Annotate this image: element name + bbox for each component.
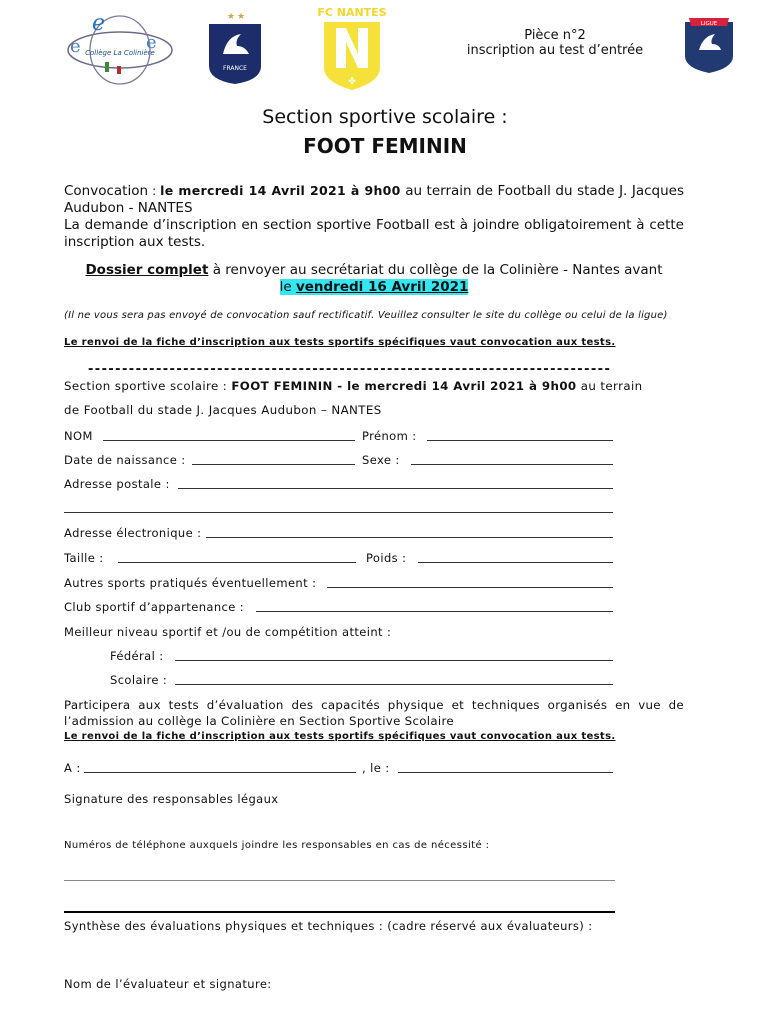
fc-nantes-logo <box>312 4 392 92</box>
email-field[interactable] <box>206 537 613 538</box>
convocation-disclaimer: (Il ne vous sera pas envoyé de convocation sauf rectificatif. Veuillez consulter le site du collège ou celui de la ligue) <box>64 310 668 321</box>
convocation-label: Convocation <box>64 183 149 199</box>
dob-label: Date de naissance : <box>64 453 186 467</box>
svg-text:★: ★ <box>227 12 236 22</box>
phones-field[interactable] <box>64 880 615 881</box>
fc-nantes-logo-text: FC NANTES <box>317 6 387 19</box>
college-logo <box>62 8 182 90</box>
convocation-separator: : <box>148 184 161 198</box>
dossier-paragraph <box>64 262 684 296</box>
cut-line: ----------------------------------------------------------------------------- <box>88 362 612 377</box>
club-field[interactable] <box>256 611 613 612</box>
synthese-label: Synthèse des évaluations physiques et techniques : (cadre réservé aux évaluateurs) : <box>64 919 593 933</box>
svg-text:e: e <box>92 11 106 36</box>
fff-logo <box>205 10 265 86</box>
nom-label: NOM <box>64 429 93 443</box>
prenom-label: Prénom : <box>362 429 417 443</box>
ligue-logo-text: LIGUE <box>700 21 718 27</box>
signature-label: Signature des responsables légaux <box>64 792 279 806</box>
email-label: Adresse électronique : <box>64 526 202 540</box>
poids-label: Poids : <box>366 551 407 565</box>
adresse-label: Adresse postale : <box>64 477 170 491</box>
poids-field[interactable] <box>418 562 613 563</box>
dossier-deadline-prefix: le <box>279 279 296 295</box>
form-intro-date: FOOT FEMININ - le mercredi 14 Avril 2021 à 9h00 <box>231 379 577 393</box>
piece-description: inscription au test d’entrée <box>466 43 644 58</box>
adresse-field-line2[interactable] <box>64 512 613 513</box>
autres-sports-field[interactable] <box>327 587 613 588</box>
piece-number: Pièce n°2 <box>524 28 586 43</box>
dob-field[interactable] <box>192 464 355 465</box>
nom-field[interactable] <box>103 440 355 441</box>
svg-text:✤: ✤ <box>348 77 356 87</box>
form-intro-location: de Football du stade J. Jacques Audubon – NANTES <box>64 403 382 417</box>
lieu-field[interactable] <box>84 772 356 773</box>
taille-label: Taille : <box>64 551 104 565</box>
autres-sports-label: Autres sports pratiqués éventuellement : <box>64 576 317 590</box>
taille-field[interactable] <box>118 562 356 563</box>
sexe-field[interactable] <box>411 464 613 465</box>
dossier-deadline <box>280 279 469 295</box>
svg-text:e: e <box>146 32 157 53</box>
section-divider <box>64 911 615 913</box>
convocation-paragraph <box>64 182 684 251</box>
dossier-label: Dossier complet <box>85 262 209 278</box>
page-subtitle: FOOT FEMININ <box>303 134 467 158</box>
niveau-label: Meilleur niveau sportif et /ou de compétition atteint : <box>64 625 392 639</box>
dossier-deadline-date: vendredi 16 Avril 2021 <box>295 279 469 295</box>
renvoi-notice-bottom: Le renvoi de la fiche d’inscription aux tests sportifs spécifiques vaut convocation aux tests. <box>64 731 616 742</box>
scolaire-label: Scolaire : <box>110 673 168 687</box>
date-field[interactable] <box>398 772 613 773</box>
dossier-text: à renvoyer au secrétariat du collège de la Colinière - Nantes avant <box>208 262 663 278</box>
form-intro-prefix: Section sportive scolaire : <box>64 379 232 393</box>
convocation-note: La demande d’inscription en section sportive Football est à joindre obligatoirement à cette inscription aux tests. <box>64 217 684 250</box>
ligue-logo <box>683 16 735 74</box>
convocation-date: le mercredi 14 Avril 2021 à 9h00 <box>160 183 401 198</box>
page-title: Section sportive scolaire : <box>262 106 508 128</box>
svg-text:e: e <box>70 36 81 57</box>
federal-label: Fédéral : <box>110 649 164 663</box>
date-label: , le : <box>362 761 390 775</box>
federal-field[interactable] <box>175 660 613 661</box>
piece-label <box>440 28 670 58</box>
sexe-label: Sexe : <box>362 453 400 467</box>
prenom-field[interactable] <box>427 440 613 441</box>
svg-text:★: ★ <box>237 12 246 22</box>
form-intro <box>64 379 643 393</box>
scolaire-field[interactable] <box>175 684 613 685</box>
evaluateur-label: Nom de l’évaluateur et signature: <box>64 977 272 991</box>
form-intro-suffix: au terrain <box>576 379 643 393</box>
lieu-label: A : <box>64 761 81 775</box>
club-label: Club sportif d’appartenance : <box>64 600 245 614</box>
college-logo-text: Collège La Colinière <box>85 49 155 57</box>
adresse-field[interactable] <box>178 488 613 489</box>
participation-text: Participera aux tests d’évaluation des capacités physique et techniques organisés en vue de l’admission au collège la Colinière en Section Sportive Scolaire <box>64 698 684 728</box>
fff-logo-text: FRANCE <box>223 65 247 72</box>
convocation-location: au terrain de Football du stade J. Jacques Audubon - NANTES <box>64 183 684 216</box>
renvoi-notice-top: Le renvoi de la fiche d’inscription aux tests sportifs spécifiques vaut convocation aux tests. <box>64 337 616 348</box>
phones-label: Numéros de téléphone auxquels joindre les responsables en cas de nécessité : <box>64 840 490 851</box>
